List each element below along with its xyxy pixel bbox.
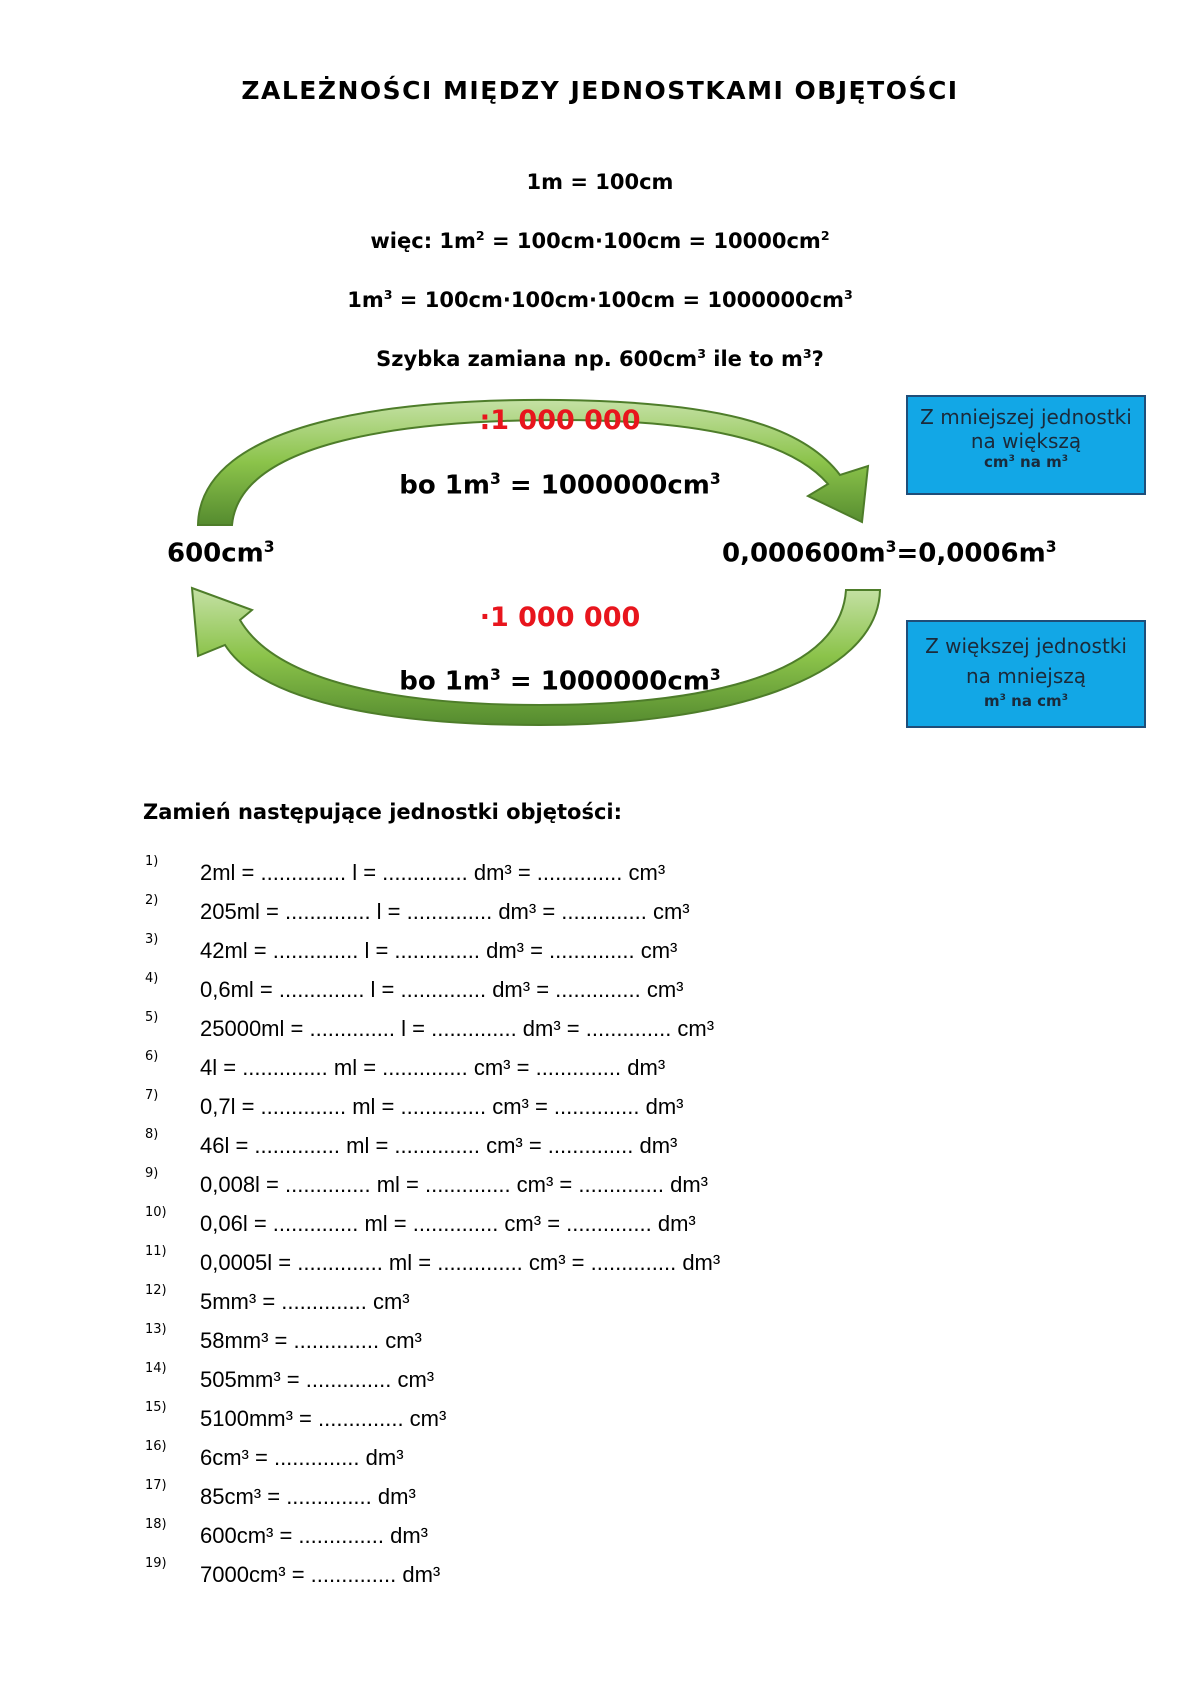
exercise-number: 8) bbox=[145, 1127, 159, 1142]
exercise-item bbox=[0, 1439, 1200, 1477]
formula-line-1: 1m = 100cm bbox=[526, 170, 674, 194]
exercise-text[interactable]: 2ml = .............. l = .............. dm³ = .............. cm³ bbox=[200, 860, 666, 885]
exercise-item bbox=[0, 932, 1200, 970]
exercise-item bbox=[0, 1205, 1200, 1243]
exercise-text[interactable]: 4l = .............. ml = .............. cm³ = .............. dm³ bbox=[200, 1055, 666, 1080]
exercise-text[interactable]: 505mm³ = .............. cm³ bbox=[200, 1367, 435, 1392]
exercise-text[interactable]: 0,6ml = .............. l = .............. dm³ = .............. cm³ bbox=[200, 977, 684, 1002]
exercise-text[interactable]: 205ml = .............. l = .............. dm³ = .............. cm³ bbox=[200, 899, 690, 924]
exercise-text[interactable]: 25000ml = .............. l = .............. dm³ = .............. cm³ bbox=[200, 1016, 715, 1041]
exercise-item bbox=[0, 1517, 1200, 1555]
exercise-number: 15) bbox=[145, 1400, 167, 1415]
reason-top: bo $1m^3 = 1000000cm^3$ bbox=[399, 470, 721, 501]
info-box-large-to-small: Z większej jednostki na mniejszą $m^3$ na $cm^3$ bbox=[906, 620, 1146, 728]
exercise-item bbox=[0, 1166, 1200, 1204]
exercise-text[interactable]: 42ml = .............. l = .............. dm³ = .............. cm³ bbox=[200, 938, 678, 963]
exercise-text[interactable]: 7000cm³ = .............. dm³ bbox=[200, 1562, 441, 1587]
exercise-text[interactable]: 46l = .............. ml = .............. cm³ = .............. dm³ bbox=[200, 1133, 678, 1158]
exercise-number: 19) bbox=[145, 1556, 167, 1571]
exercise-text[interactable]: 0,008l = .............. ml = .............. cm³ = .............. dm³ bbox=[200, 1172, 708, 1197]
exercise-number: 13) bbox=[145, 1322, 167, 1337]
exercise-item bbox=[0, 1010, 1200, 1048]
exercise-number: 9) bbox=[145, 1166, 159, 1181]
exercise-number: 10) bbox=[145, 1205, 167, 1220]
exercise-item bbox=[0, 1322, 1200, 1360]
exercise-number: 5) bbox=[145, 1010, 159, 1025]
reason-bottom: bo $1m^3 = 1000000cm^3$ bbox=[399, 666, 721, 697]
exercise-text[interactable]: 5100mm³ = .............. cm³ bbox=[200, 1406, 447, 1431]
exercise-item bbox=[0, 1244, 1200, 1282]
exercise-item bbox=[0, 1361, 1200, 1399]
formula-line-2: więc: $1m^2 = 100cm\cdot 100cm = 10000cm^2$ bbox=[370, 228, 830, 253]
exercise-number: 6) bbox=[145, 1049, 159, 1064]
exercise-number: 17) bbox=[145, 1478, 167, 1493]
exercise-item bbox=[0, 854, 1200, 892]
exercise-number: 3) bbox=[145, 932, 159, 947]
exercise-item bbox=[0, 1478, 1200, 1516]
exercise-text[interactable]: 0,06l = .............. ml = .............. cm³ = .............. dm³ bbox=[200, 1211, 696, 1236]
exercise-number: 4) bbox=[145, 971, 159, 986]
exercise-item bbox=[0, 1088, 1200, 1126]
exercise-number: 16) bbox=[145, 1439, 167, 1454]
exercise-number: 12) bbox=[145, 1283, 167, 1298]
exercise-item bbox=[0, 893, 1200, 931]
exercise-number: 18) bbox=[145, 1517, 167, 1532]
info-box-small-to-large: Z mniejszej jednostki na większą $cm^3$ na $m^3$ bbox=[906, 395, 1146, 495]
exercise-text[interactable]: 5mm³ = .............. cm³ bbox=[200, 1289, 410, 1314]
right-value: $0,000600m^3=0,0006m^3$ bbox=[722, 538, 1057, 569]
multiply-factor: ·1 000 000 bbox=[479, 602, 641, 633]
exercise-number: 7) bbox=[145, 1088, 159, 1103]
page-title: ZALEŻNOŚCI MIĘDZY JEDNOSTKAMI OBJĘTOŚCI bbox=[241, 76, 959, 105]
exercise-item bbox=[0, 971, 1200, 1009]
exercise-text[interactable]: 600cm³ = .............. dm³ bbox=[200, 1523, 429, 1548]
formula-line-3: $1m^3 = 100cm\cdot 100cm\cdot 100cm = 1000000cm^3$ bbox=[347, 287, 853, 312]
exercise-item bbox=[0, 1556, 1200, 1594]
exercise-number: 1) bbox=[145, 854, 159, 869]
exercise-text[interactable]: 85cm³ = .............. dm³ bbox=[200, 1484, 416, 1509]
exercise-item bbox=[0, 1283, 1200, 1321]
exercise-item bbox=[0, 1400, 1200, 1438]
exercise-text[interactable]: 0,0005l = .............. ml = .............. cm³ = .............. dm³ bbox=[200, 1250, 721, 1275]
exercise-number: 2) bbox=[145, 893, 159, 908]
exercise-text[interactable]: 58mm³ = .............. cm³ bbox=[200, 1328, 422, 1353]
divide-factor: :1 000 000 bbox=[479, 405, 641, 436]
exercise-item bbox=[0, 1127, 1200, 1165]
left-value: $600cm^3$ bbox=[167, 538, 275, 569]
exercise-text[interactable]: 6cm³ = .............. dm³ bbox=[200, 1445, 404, 1470]
exercise-text[interactable]: 0,7l = .............. ml = .............. cm³ = .............. dm³ bbox=[200, 1094, 684, 1119]
exercise-number: 11) bbox=[145, 1244, 167, 1259]
exercise-number: 14) bbox=[145, 1361, 167, 1376]
exercise-item bbox=[0, 1049, 1200, 1087]
formula-line-4: Szybka zamiana np. $600cm^3$ ile to $m^3$? bbox=[376, 346, 824, 371]
exercises-heading: Zamień następujące jednostki objętości: bbox=[143, 800, 623, 824]
